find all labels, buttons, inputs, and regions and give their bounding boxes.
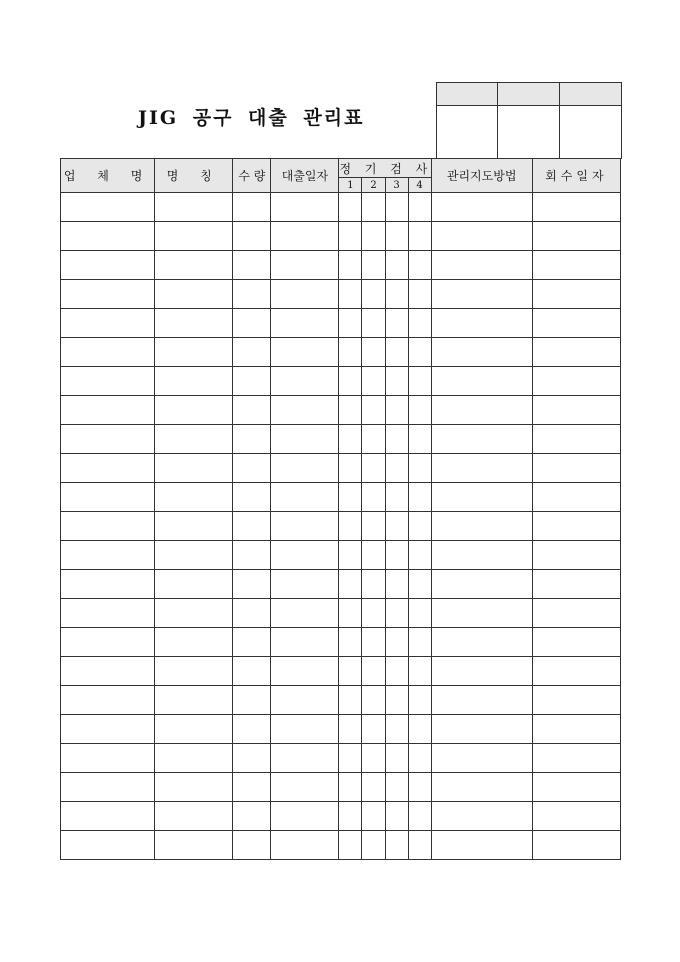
cell-company[interactable] [61,483,155,512]
cell-inspection-2[interactable] [362,483,385,512]
cell-guidance[interactable] [431,309,532,338]
cell-company[interactable] [61,425,155,454]
header-inspection-2: 2 [362,178,385,193]
cell-company[interactable] [61,599,155,628]
header-loan-date: 대출일자 [271,159,339,193]
cell-inspection-3[interactable] [385,425,408,454]
cell-inspection-4[interactable] [408,541,431,570]
cell-quantity[interactable] [233,367,271,396]
cell-inspection-3[interactable] [385,715,408,744]
cell-inspection-4[interactable] [408,251,431,280]
table-row [61,744,621,773]
cell-inspection-3[interactable] [385,773,408,802]
table-row [61,831,621,860]
cell-return-date[interactable] [532,222,620,251]
cell-guidance[interactable] [431,251,532,280]
cell-inspection-2[interactable] [362,802,385,831]
cell-inspection-3[interactable] [385,570,408,599]
cell-inspection-3[interactable] [385,628,408,657]
cell-quantity[interactable] [233,686,271,715]
cell-name[interactable] [155,396,233,425]
cell-loan-date[interactable] [271,744,339,773]
cell-loan-date[interactable] [271,483,339,512]
cell-inspection-4[interactable] [408,686,431,715]
cell-name[interactable] [155,338,233,367]
header-company: 업 체 명 [61,159,155,193]
cell-company[interactable] [61,541,155,570]
cell-inspection-4[interactable] [408,454,431,483]
cell-inspection-2[interactable] [362,454,385,483]
cell-inspection-3[interactable] [385,686,408,715]
cell-inspection-4[interactable] [408,338,431,367]
cell-return-date[interactable] [532,686,620,715]
cell-name[interactable] [155,686,233,715]
cell-inspection-4[interactable] [408,657,431,686]
cell-inspection-3[interactable] [385,657,408,686]
cell-guidance[interactable] [431,831,532,860]
cell-name[interactable] [155,570,233,599]
cell-name[interactable] [155,367,233,396]
cell-company[interactable] [61,454,155,483]
approval-sign-cell-1[interactable] [437,106,498,159]
cell-quantity[interactable] [233,338,271,367]
header-inspection-1: 1 [339,178,362,193]
table-row [61,454,621,483]
cell-company[interactable] [61,570,155,599]
table-row [61,570,621,599]
cell-inspection-3[interactable] [385,541,408,570]
cell-loan-date[interactable] [271,425,339,454]
cell-inspection-1[interactable] [339,599,362,628]
cell-return-date[interactable] [532,251,620,280]
table-row [61,251,621,280]
cell-inspection-2[interactable] [362,309,385,338]
cell-return-date[interactable] [532,193,620,222]
table-row [61,512,621,541]
cell-inspection-1[interactable] [339,338,362,367]
cell-return-date[interactable] [532,831,620,860]
cell-inspection-3[interactable] [385,802,408,831]
cell-name[interactable] [155,831,233,860]
cell-loan-date[interactable] [271,367,339,396]
cell-inspection-2[interactable] [362,193,385,222]
cell-quantity[interactable] [233,251,271,280]
cell-quantity[interactable] [233,715,271,744]
table-row [61,309,621,338]
cell-loan-date[interactable] [271,686,339,715]
cell-loan-date[interactable] [271,512,339,541]
cell-return-date[interactable] [532,483,620,512]
cell-company[interactable] [61,396,155,425]
cell-inspection-2[interactable] [362,599,385,628]
cell-quantity[interactable] [233,222,271,251]
cell-inspection-1[interactable] [339,454,362,483]
cell-name[interactable] [155,541,233,570]
cell-company[interactable] [61,338,155,367]
cell-inspection-4[interactable] [408,425,431,454]
cell-inspection-1[interactable] [339,686,362,715]
cell-inspection-3[interactable] [385,396,408,425]
cell-inspection-1[interactable] [339,483,362,512]
cell-inspection-2[interactable] [362,686,385,715]
cell-guidance[interactable] [431,454,532,483]
header-guidance: 관리지도방법 [431,159,532,193]
cell-loan-date[interactable] [271,715,339,744]
cell-guidance[interactable] [431,280,532,309]
cell-inspection-1[interactable] [339,657,362,686]
cell-inspection-1[interactable] [339,715,362,744]
cell-return-date[interactable] [532,425,620,454]
cell-inspection-2[interactable] [362,338,385,367]
cell-company[interactable] [61,831,155,860]
approval-sign-cell-3[interactable] [560,106,622,159]
header-name: 명 칭 [155,159,233,193]
table-row [61,773,621,802]
cell-loan-date[interactable] [271,222,339,251]
cell-inspection-2[interactable] [362,425,385,454]
cell-inspection-4[interactable] [408,599,431,628]
cell-inspection-4[interactable] [408,222,431,251]
cell-inspection-4[interactable] [408,773,431,802]
cell-return-date[interactable] [532,570,620,599]
cell-quantity[interactable] [233,280,271,309]
cell-inspection-3[interactable] [385,483,408,512]
cell-company[interactable] [61,193,155,222]
cell-inspection-4[interactable] [408,396,431,425]
cell-quantity[interactable] [233,657,271,686]
cell-inspection-3[interactable] [385,251,408,280]
cell-guidance[interactable] [431,715,532,744]
cell-name[interactable] [155,280,233,309]
cell-inspection-1[interactable] [339,193,362,222]
page-title: JIG 공구 대출 관리표 [138,107,365,129]
cell-inspection-1[interactable] [339,773,362,802]
cell-loan-date[interactable] [271,628,339,657]
cell-company[interactable] [61,222,155,251]
cell-company[interactable] [61,686,155,715]
cell-inspection-4[interactable] [408,512,431,541]
cell-inspection-1[interactable] [339,541,362,570]
cell-inspection-2[interactable] [362,280,385,309]
cell-inspection-3[interactable] [385,367,408,396]
cell-name[interactable] [155,193,233,222]
cell-company[interactable] [61,280,155,309]
table-row [61,715,621,744]
header-inspection-4: 4 [408,178,431,193]
ledger-body [61,193,621,860]
cell-company[interactable] [61,309,155,338]
approval-header-cell-1 [437,83,498,106]
cell-return-date[interactable] [532,396,620,425]
cell-company[interactable] [61,251,155,280]
cell-return-date[interactable] [532,628,620,657]
cell-inspection-4[interactable] [408,628,431,657]
cell-loan-date[interactable] [271,309,339,338]
cell-quantity[interactable] [233,744,271,773]
cell-inspection-4[interactable] [408,744,431,773]
cell-inspection-4[interactable] [408,309,431,338]
cell-inspection-3[interactable] [385,454,408,483]
cell-name[interactable] [155,628,233,657]
cell-inspection-4[interactable] [408,831,431,860]
cell-guidance[interactable] [431,425,532,454]
cell-inspection-3[interactable] [385,744,408,773]
cell-guidance[interactable] [431,744,532,773]
cell-quantity[interactable] [233,193,271,222]
header-inspection-3: 3 [385,178,408,193]
cell-return-date[interactable] [532,454,620,483]
table-row [61,367,621,396]
cell-name[interactable] [155,483,233,512]
table-row [61,628,621,657]
cell-inspection-3[interactable] [385,280,408,309]
cell-inspection-2[interactable] [362,222,385,251]
approval-sign-cell-2[interactable] [498,106,560,159]
cell-name[interactable] [155,715,233,744]
cell-inspection-3[interactable] [385,512,408,541]
header-return-date: 회수일자 [532,159,620,193]
cell-loan-date[interactable] [271,831,339,860]
cell-inspection-3[interactable] [385,193,408,222]
cell-company[interactable] [61,744,155,773]
cell-guidance[interactable] [431,541,532,570]
cell-return-date[interactable] [532,541,620,570]
cell-return-date[interactable] [532,802,620,831]
table-row [61,599,621,628]
table-row [61,425,621,454]
cell-loan-date[interactable] [271,599,339,628]
cell-company[interactable] [61,512,155,541]
cell-quantity[interactable] [233,831,271,860]
cell-loan-date[interactable] [271,396,339,425]
cell-name[interactable] [155,222,233,251]
cell-guidance[interactable] [431,483,532,512]
cell-name[interactable] [155,512,233,541]
cell-quantity[interactable] [233,628,271,657]
cell-loan-date[interactable] [271,454,339,483]
cell-inspection-3[interactable] [385,222,408,251]
cell-inspection-2[interactable] [362,512,385,541]
cell-name[interactable] [155,599,233,628]
cell-name[interactable] [155,802,233,831]
cell-loan-date[interactable] [271,773,339,802]
cell-guidance[interactable] [431,686,532,715]
cell-return-date[interactable] [532,512,620,541]
cell-inspection-1[interactable] [339,512,362,541]
cell-quantity[interactable] [233,483,271,512]
cell-return-date[interactable] [532,744,620,773]
cell-inspection-2[interactable] [362,831,385,860]
cell-loan-date[interactable] [271,338,339,367]
cell-guidance[interactable] [431,628,532,657]
cell-inspection-1[interactable] [339,802,362,831]
cell-inspection-4[interactable] [408,715,431,744]
cell-inspection-1[interactable] [339,280,362,309]
cell-return-date[interactable] [532,309,620,338]
cell-return-date[interactable] [532,773,620,802]
cell-inspection-3[interactable] [385,831,408,860]
table-row [61,802,621,831]
cell-name[interactable] [155,454,233,483]
cell-inspection-3[interactable] [385,599,408,628]
cell-return-date[interactable] [532,599,620,628]
cell-guidance[interactable] [431,512,532,541]
cell-company[interactable] [61,628,155,657]
cell-quantity[interactable] [233,570,271,599]
cell-company[interactable] [61,657,155,686]
cell-guidance[interactable] [431,773,532,802]
cell-loan-date[interactable] [271,657,339,686]
cell-return-date[interactable] [532,280,620,309]
cell-name[interactable] [155,744,233,773]
cell-quantity[interactable] [233,541,271,570]
table-row [61,657,621,686]
cell-inspection-1[interactable] [339,628,362,657]
cell-inspection-2[interactable] [362,657,385,686]
cell-inspection-4[interactable] [408,483,431,512]
cell-inspection-1[interactable] [339,744,362,773]
cell-quantity[interactable] [233,396,271,425]
table-row [61,483,621,512]
cell-company[interactable] [61,715,155,744]
cell-loan-date[interactable] [271,541,339,570]
cell-inspection-1[interactable] [339,309,362,338]
cell-guidance[interactable] [431,657,532,686]
cell-name[interactable] [155,425,233,454]
cell-inspection-2[interactable] [362,744,385,773]
cell-quantity[interactable] [233,309,271,338]
cell-loan-date[interactable] [271,251,339,280]
cell-inspection-3[interactable] [385,338,408,367]
cell-inspection-1[interactable] [339,570,362,599]
cell-inspection-4[interactable] [408,570,431,599]
cell-inspection-2[interactable] [362,541,385,570]
cell-name[interactable] [155,773,233,802]
cell-inspection-4[interactable] [408,802,431,831]
table-row [61,222,621,251]
cell-company[interactable] [61,802,155,831]
table-row [61,686,621,715]
cell-loan-date[interactable] [271,280,339,309]
cell-inspection-1[interactable] [339,222,362,251]
cell-inspection-2[interactable] [362,251,385,280]
cell-return-date[interactable] [532,338,620,367]
table-row [61,338,621,367]
approval-box [436,82,622,159]
cell-quantity[interactable] [233,454,271,483]
header-quantity: 수 량 [233,159,271,193]
cell-guidance[interactable] [431,802,532,831]
cell-loan-date[interactable] [271,193,339,222]
cell-inspection-2[interactable] [362,628,385,657]
cell-guidance[interactable] [431,599,532,628]
approval-header-cell-3 [560,83,622,106]
cell-return-date[interactable] [532,657,620,686]
cell-quantity[interactable] [233,802,271,831]
cell-quantity[interactable] [233,512,271,541]
table-row [61,541,621,570]
cell-inspection-2[interactable] [362,715,385,744]
header-inspection: 정 기 검 사 [339,159,431,178]
cell-inspection-1[interactable] [339,425,362,454]
cell-inspection-4[interactable] [408,367,431,396]
cell-inspection-2[interactable] [362,570,385,599]
cell-inspection-1[interactable] [339,251,362,280]
cell-inspection-4[interactable] [408,280,431,309]
cell-name[interactable] [155,657,233,686]
cell-inspection-1[interactable] [339,367,362,396]
cell-guidance[interactable] [431,222,532,251]
cell-name[interactable] [155,251,233,280]
cell-guidance[interactable] [431,570,532,599]
cell-guidance[interactable] [431,396,532,425]
approval-header-cell-2 [498,83,560,106]
cell-quantity[interactable] [233,773,271,802]
cell-loan-date[interactable] [271,802,339,831]
cell-return-date[interactable] [532,367,620,396]
cell-quantity[interactable] [233,599,271,628]
cell-guidance[interactable] [431,193,532,222]
cell-guidance[interactable] [431,338,532,367]
loan-ledger-table [60,158,621,860]
cell-inspection-4[interactable] [408,193,431,222]
table-row [61,396,621,425]
cell-guidance[interactable] [431,367,532,396]
cell-inspection-2[interactable] [362,367,385,396]
cell-loan-date[interactable] [271,570,339,599]
cell-name[interactable] [155,309,233,338]
cell-inspection-3[interactable] [385,309,408,338]
cell-inspection-1[interactable] [339,831,362,860]
cell-inspection-1[interactable] [339,396,362,425]
cell-inspection-2[interactable] [362,773,385,802]
cell-quantity[interactable] [233,425,271,454]
table-row [61,193,621,222]
table-row [61,280,621,309]
cell-return-date[interactable] [532,715,620,744]
cell-inspection-2[interactable] [362,396,385,425]
cell-company[interactable] [61,773,155,802]
cell-company[interactable] [61,367,155,396]
